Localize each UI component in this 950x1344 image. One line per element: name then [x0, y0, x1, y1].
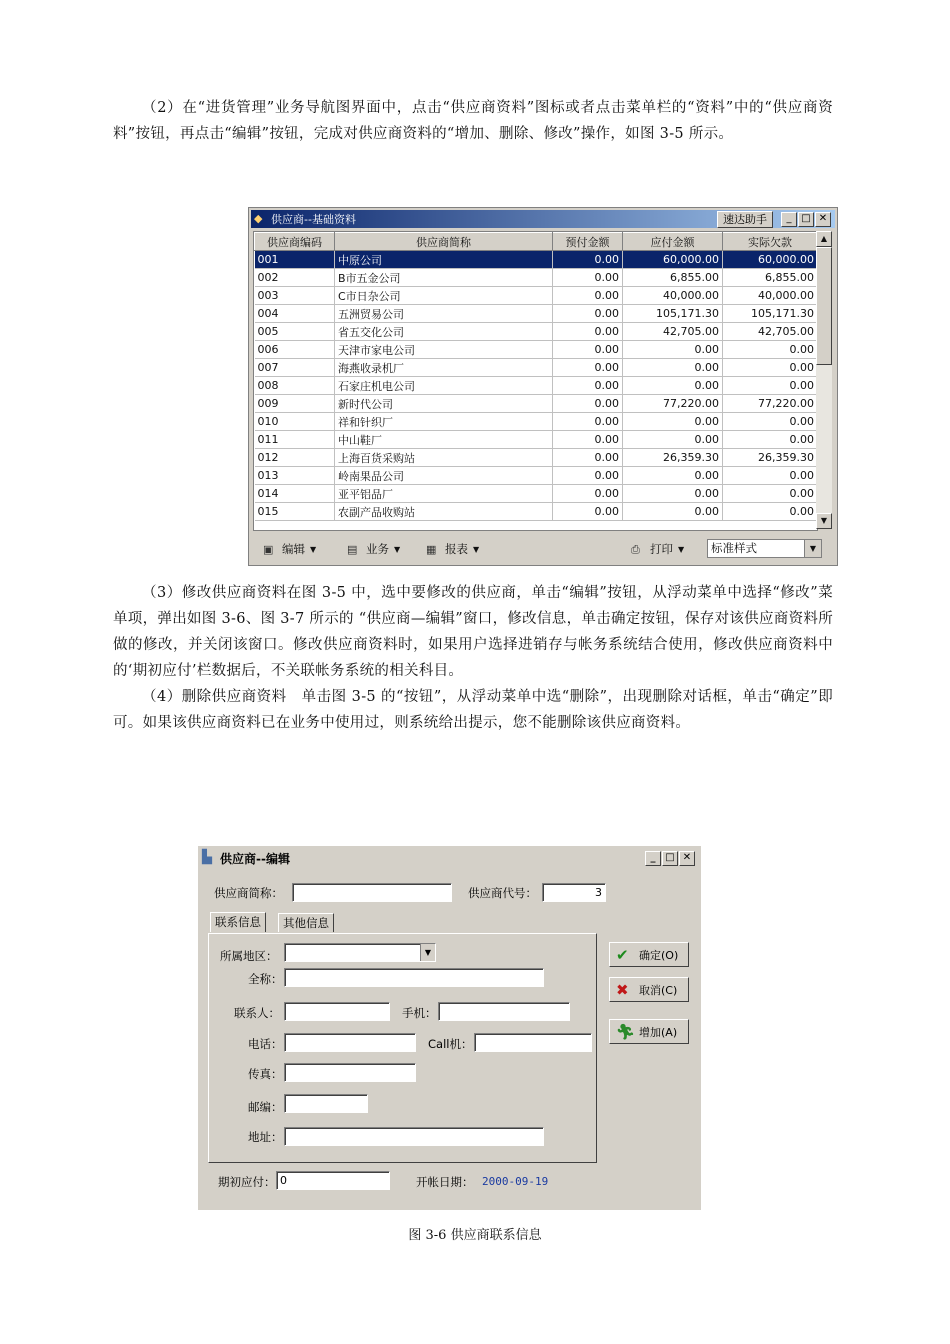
table-cell: 0.00	[623, 431, 723, 449]
table-cell: 003	[255, 287, 335, 305]
opening-payable-label: 期初应付：	[218, 1175, 276, 1189]
table-row[interactable]	[255, 485, 818, 503]
bottom-toolbar	[253, 537, 833, 561]
table-cell: 0.00	[553, 377, 623, 395]
table-cell: 007	[255, 359, 335, 377]
ok-label: 确定(O)	[639, 948, 679, 962]
table-cell: 008	[255, 377, 335, 395]
table-cell: 0.00	[553, 449, 623, 467]
table-cell: 0.00	[623, 413, 723, 431]
table-cell: B市五金公司	[335, 269, 553, 287]
table-cell: 6,855.00	[623, 269, 723, 287]
paragraph-text: （3）修改供应商资料在图 3-5 中，选中要修改的供应商，单击“编辑”按钮，从浮动菜单中选择“修改”菜单项，弹出如图 3-6、图 3-7 所示的 “供应商—编辑”窗口，修改信息，单击确定按钮，保存对该供应商资料所做的修改，并关闭该窗口。修改供应商资料时，如果用户选择进销存与帐务系统结合使用，修改供应商资料中的‘期初应付’栏数据后，不关联帐务系统的相关科目。	[113, 585, 833, 679]
table-cell: 0.00	[723, 503, 818, 521]
table-cell: 0.00	[723, 431, 818, 449]
app-icon: ▙	[202, 850, 212, 865]
title-bar	[251, 210, 835, 228]
mobile-label: 手机：	[402, 1006, 437, 1020]
table-cell: 五洲贸易公司	[335, 305, 553, 323]
short-name-label: 供应商简称：	[214, 886, 283, 900]
body-paragraphs	[113, 580, 833, 736]
business-menu-button[interactable]	[347, 541, 400, 557]
address-input[interactable]	[284, 1127, 544, 1146]
contact-input[interactable]	[284, 1002, 390, 1021]
table-cell: 0.00	[553, 395, 623, 413]
edit-label: 编辑	[282, 542, 305, 556]
print-menu-button[interactable]	[631, 541, 684, 557]
chevron-down-icon: ▼	[310, 544, 317, 554]
table-cell: 6,855.00	[723, 269, 818, 287]
table-cell: 0.00	[553, 485, 623, 503]
table-cell: 0.00	[623, 359, 723, 377]
table-cell: 0.00	[553, 269, 623, 287]
table-row[interactable]	[255, 395, 818, 413]
table-cell: 0.00	[553, 251, 623, 269]
maximize-button[interactable]: □	[662, 851, 678, 866]
fax-label: 传真：	[248, 1067, 283, 1081]
fullname-input[interactable]	[284, 968, 544, 987]
contact-label: 联系人：	[234, 1006, 280, 1020]
tab-other[interactable]: 其他信息	[278, 913, 334, 932]
call-label: Call机：	[428, 1037, 473, 1051]
table-row[interactable]	[255, 305, 818, 323]
table-cell: 0.00	[553, 413, 623, 431]
table-cell: 015	[255, 503, 335, 521]
table-cell: 亚平铝品厂	[335, 485, 553, 503]
table-cell: 0.00	[723, 377, 818, 395]
table-cell: 0.00	[723, 413, 818, 431]
scroll-thumb[interactable]	[816, 247, 832, 365]
tab-contact[interactable]: 联系信息	[210, 912, 266, 932]
table-row[interactable]	[255, 377, 818, 395]
vertical-scrollbar[interactable]	[816, 231, 832, 529]
table-cell: 26,359.30	[723, 449, 818, 467]
table-row[interactable]	[255, 503, 818, 521]
call-input[interactable]	[474, 1033, 592, 1052]
close-button[interactable]: ✕	[679, 851, 695, 866]
short-name-input[interactable]	[292, 883, 452, 902]
table-cell: 0.00	[553, 359, 623, 377]
scroll-up-icon[interactable]: ▲	[816, 231, 832, 247]
open-date-label: 开帐日期：	[416, 1175, 474, 1189]
table-cell: 0.00	[623, 467, 723, 485]
zip-label: 邮编：	[248, 1100, 283, 1114]
column-header-debt[interactable]: 实际欠款	[723, 233, 818, 251]
column-header-name[interactable]: 供应商简称	[335, 233, 553, 251]
table-cell: 005	[255, 323, 335, 341]
table-cell: 009	[255, 395, 335, 413]
mobile-input[interactable]	[438, 1002, 570, 1021]
phone-input[interactable]	[284, 1033, 416, 1052]
cancel-label: 取消(C)	[639, 983, 678, 997]
table-cell: 0.00	[623, 485, 723, 503]
table-row[interactable]	[255, 431, 818, 449]
address-label: 地址：	[248, 1130, 283, 1144]
table-cell: 0.00	[623, 503, 723, 521]
table-row[interactable]	[255, 467, 818, 485]
table-cell: 60,000.00	[723, 251, 818, 269]
table-row[interactable]	[255, 449, 818, 467]
chevron-down-icon: ▼	[394, 544, 401, 554]
table-row[interactable]	[255, 251, 818, 269]
paragraph-text: （4）删除供应商资料 单击图 3-5 的“按钮”，从浮动菜单中选“删除”，出现删除对话框，单击“确定”即可。如果该供应商资料已在业务中使用过，则系统给出提示，您不能删除该供应商资料。	[113, 689, 833, 731]
table-cell: 天津市家电公司	[335, 341, 553, 359]
intro-paragraph	[113, 95, 833, 147]
print-label: 打印	[650, 542, 673, 556]
supplier-code-input[interactable]: 3	[542, 883, 606, 902]
app-icon: ◆	[254, 212, 263, 225]
cross-icon: ✖	[616, 980, 629, 999]
table-cell: 新时代公司	[335, 395, 553, 413]
table-cell: 014	[255, 485, 335, 503]
table-row[interactable]	[255, 323, 818, 341]
table-row[interactable]	[255, 413, 818, 431]
minimize-button[interactable]: _	[781, 212, 797, 227]
supplier-code-label: 供应商代号：	[468, 886, 537, 900]
window-title: 供应商--基础资料	[271, 213, 356, 226]
table-cell: 中原公司	[335, 251, 553, 269]
table-cell: 105,171.30	[623, 305, 723, 323]
column-header-prepaid[interactable]: 预付金额	[553, 233, 623, 251]
opening-payable-input[interactable]: 0	[276, 1171, 390, 1190]
chevron-down-icon: ▼	[473, 544, 480, 554]
supplier-edit-window	[198, 846, 701, 1210]
table-cell: 岭南果品公司	[335, 467, 553, 485]
region-label: 所属地区：	[220, 949, 278, 963]
table-cell: 省五交化公司	[335, 323, 553, 341]
title-bar	[200, 848, 699, 868]
table-row[interactable]	[255, 359, 818, 377]
chevron-down-icon[interactable]: ▼	[804, 540, 821, 557]
window-title: 供应商--编辑	[220, 851, 290, 866]
phone-label: 电话：	[248, 1037, 283, 1051]
table-cell: 海燕收录机厂	[335, 359, 553, 377]
table-row[interactable]	[255, 341, 818, 359]
table-cell: 004	[255, 305, 335, 323]
open-date-value: 2000-09-19	[482, 1175, 549, 1188]
table-cell: 0.00	[553, 323, 623, 341]
table-cell: 77,220.00	[723, 395, 818, 413]
table-cell: 40,000.00	[623, 287, 723, 305]
report-menu-button[interactable]	[426, 541, 479, 557]
table-cell: 0.00	[553, 467, 623, 485]
table-cell: 0.00	[553, 305, 623, 323]
table-row[interactable]	[255, 287, 818, 305]
figure-caption: 图 3-6 供应商联系信息	[408, 1228, 542, 1243]
add-label: 增加(A)	[639, 1025, 678, 1039]
table-cell: 0.00	[723, 359, 818, 377]
check-icon: ✔	[616, 945, 629, 964]
paragraph-text: （2）在“进货管理”业务导航图界面中，点击“供应商资料”图标或者点击菜单栏的“资料”中的“供应商资料”按钮，再点击“编辑”按钮，完成对供应商资料的“增加、删除、修改”操作，如图 3-5 所示。	[113, 100, 833, 142]
fullname-label: 全称：	[248, 972, 283, 986]
minimize-button[interactable]: _	[645, 851, 661, 866]
table-cell: 0.00	[723, 485, 818, 503]
table-row[interactable]	[255, 269, 818, 287]
table-cell: 010	[255, 413, 335, 431]
table-cell: 40,000.00	[723, 287, 818, 305]
chevron-down-icon[interactable]: ▼	[420, 944, 435, 961]
table-cell: C市日杂公司	[335, 287, 553, 305]
edit-icon: ▣	[263, 542, 274, 556]
table-cell: 0.00	[553, 341, 623, 359]
printer-icon: ⎙	[631, 542, 640, 556]
business-label: 业务	[366, 542, 389, 556]
table-cell: 0.00	[553, 503, 623, 521]
report-label: 报表	[445, 542, 468, 556]
column-header-payable[interactable]: 应付金额	[623, 233, 723, 251]
supplier-list-window	[248, 207, 838, 566]
table-cell: 60,000.00	[623, 251, 723, 269]
running-man-icon: 🏃︎	[616, 1022, 636, 1041]
cancel-button[interactable]	[609, 977, 689, 1002]
table-cell: 0.00	[623, 377, 723, 395]
zip-input[interactable]	[284, 1094, 368, 1113]
table-cell: 石家庄机电公司	[335, 377, 553, 395]
table-cell: 0.00	[623, 341, 723, 359]
region-select[interactable]	[284, 943, 436, 962]
table-cell: 006	[255, 341, 335, 359]
grid-header	[255, 233, 818, 251]
table-cell: 011	[255, 431, 335, 449]
report-icon: ▦	[426, 542, 437, 556]
table-cell: 0.00	[723, 341, 818, 359]
business-icon: ▤	[347, 542, 358, 556]
table-cell: 0.00	[553, 287, 623, 305]
table-cell: 42,705.00	[723, 323, 818, 341]
table-cell: 农副产品收购站	[335, 503, 553, 521]
table-cell: 105,171.30	[723, 305, 818, 323]
table-cell: 祥和针织厂	[335, 413, 553, 431]
column-header-code[interactable]: 供应商编码	[255, 233, 335, 251]
close-button[interactable]: ✕	[815, 212, 831, 227]
table-cell: 77,220.00	[623, 395, 723, 413]
assistant-button[interactable]: 速达助手	[717, 211, 773, 228]
scroll-down-icon[interactable]: ▼	[816, 513, 832, 529]
edit-menu-button[interactable]	[263, 541, 316, 557]
style-value: 标准样式	[711, 541, 757, 555]
table-cell: 上海百货采购站	[335, 449, 553, 467]
table-cell: 42,705.00	[623, 323, 723, 341]
supplier-grid	[253, 231, 818, 531]
table-cell: 0.00	[723, 467, 818, 485]
chevron-down-icon: ▼	[678, 544, 685, 554]
table-cell: 013	[255, 467, 335, 485]
table-cell: 中山鞋厂	[335, 431, 553, 449]
ok-button[interactable]	[609, 942, 689, 967]
table-cell: 26,359.30	[623, 449, 723, 467]
style-select[interactable]	[707, 539, 822, 558]
table-cell: 002	[255, 269, 335, 287]
table-cell: 0.00	[553, 431, 623, 449]
table-cell: 012	[255, 449, 335, 467]
table-cell: 001	[255, 251, 335, 269]
maximize-button[interactable]: □	[798, 212, 814, 227]
fax-input[interactable]	[284, 1063, 416, 1082]
add-button[interactable]	[609, 1019, 689, 1044]
